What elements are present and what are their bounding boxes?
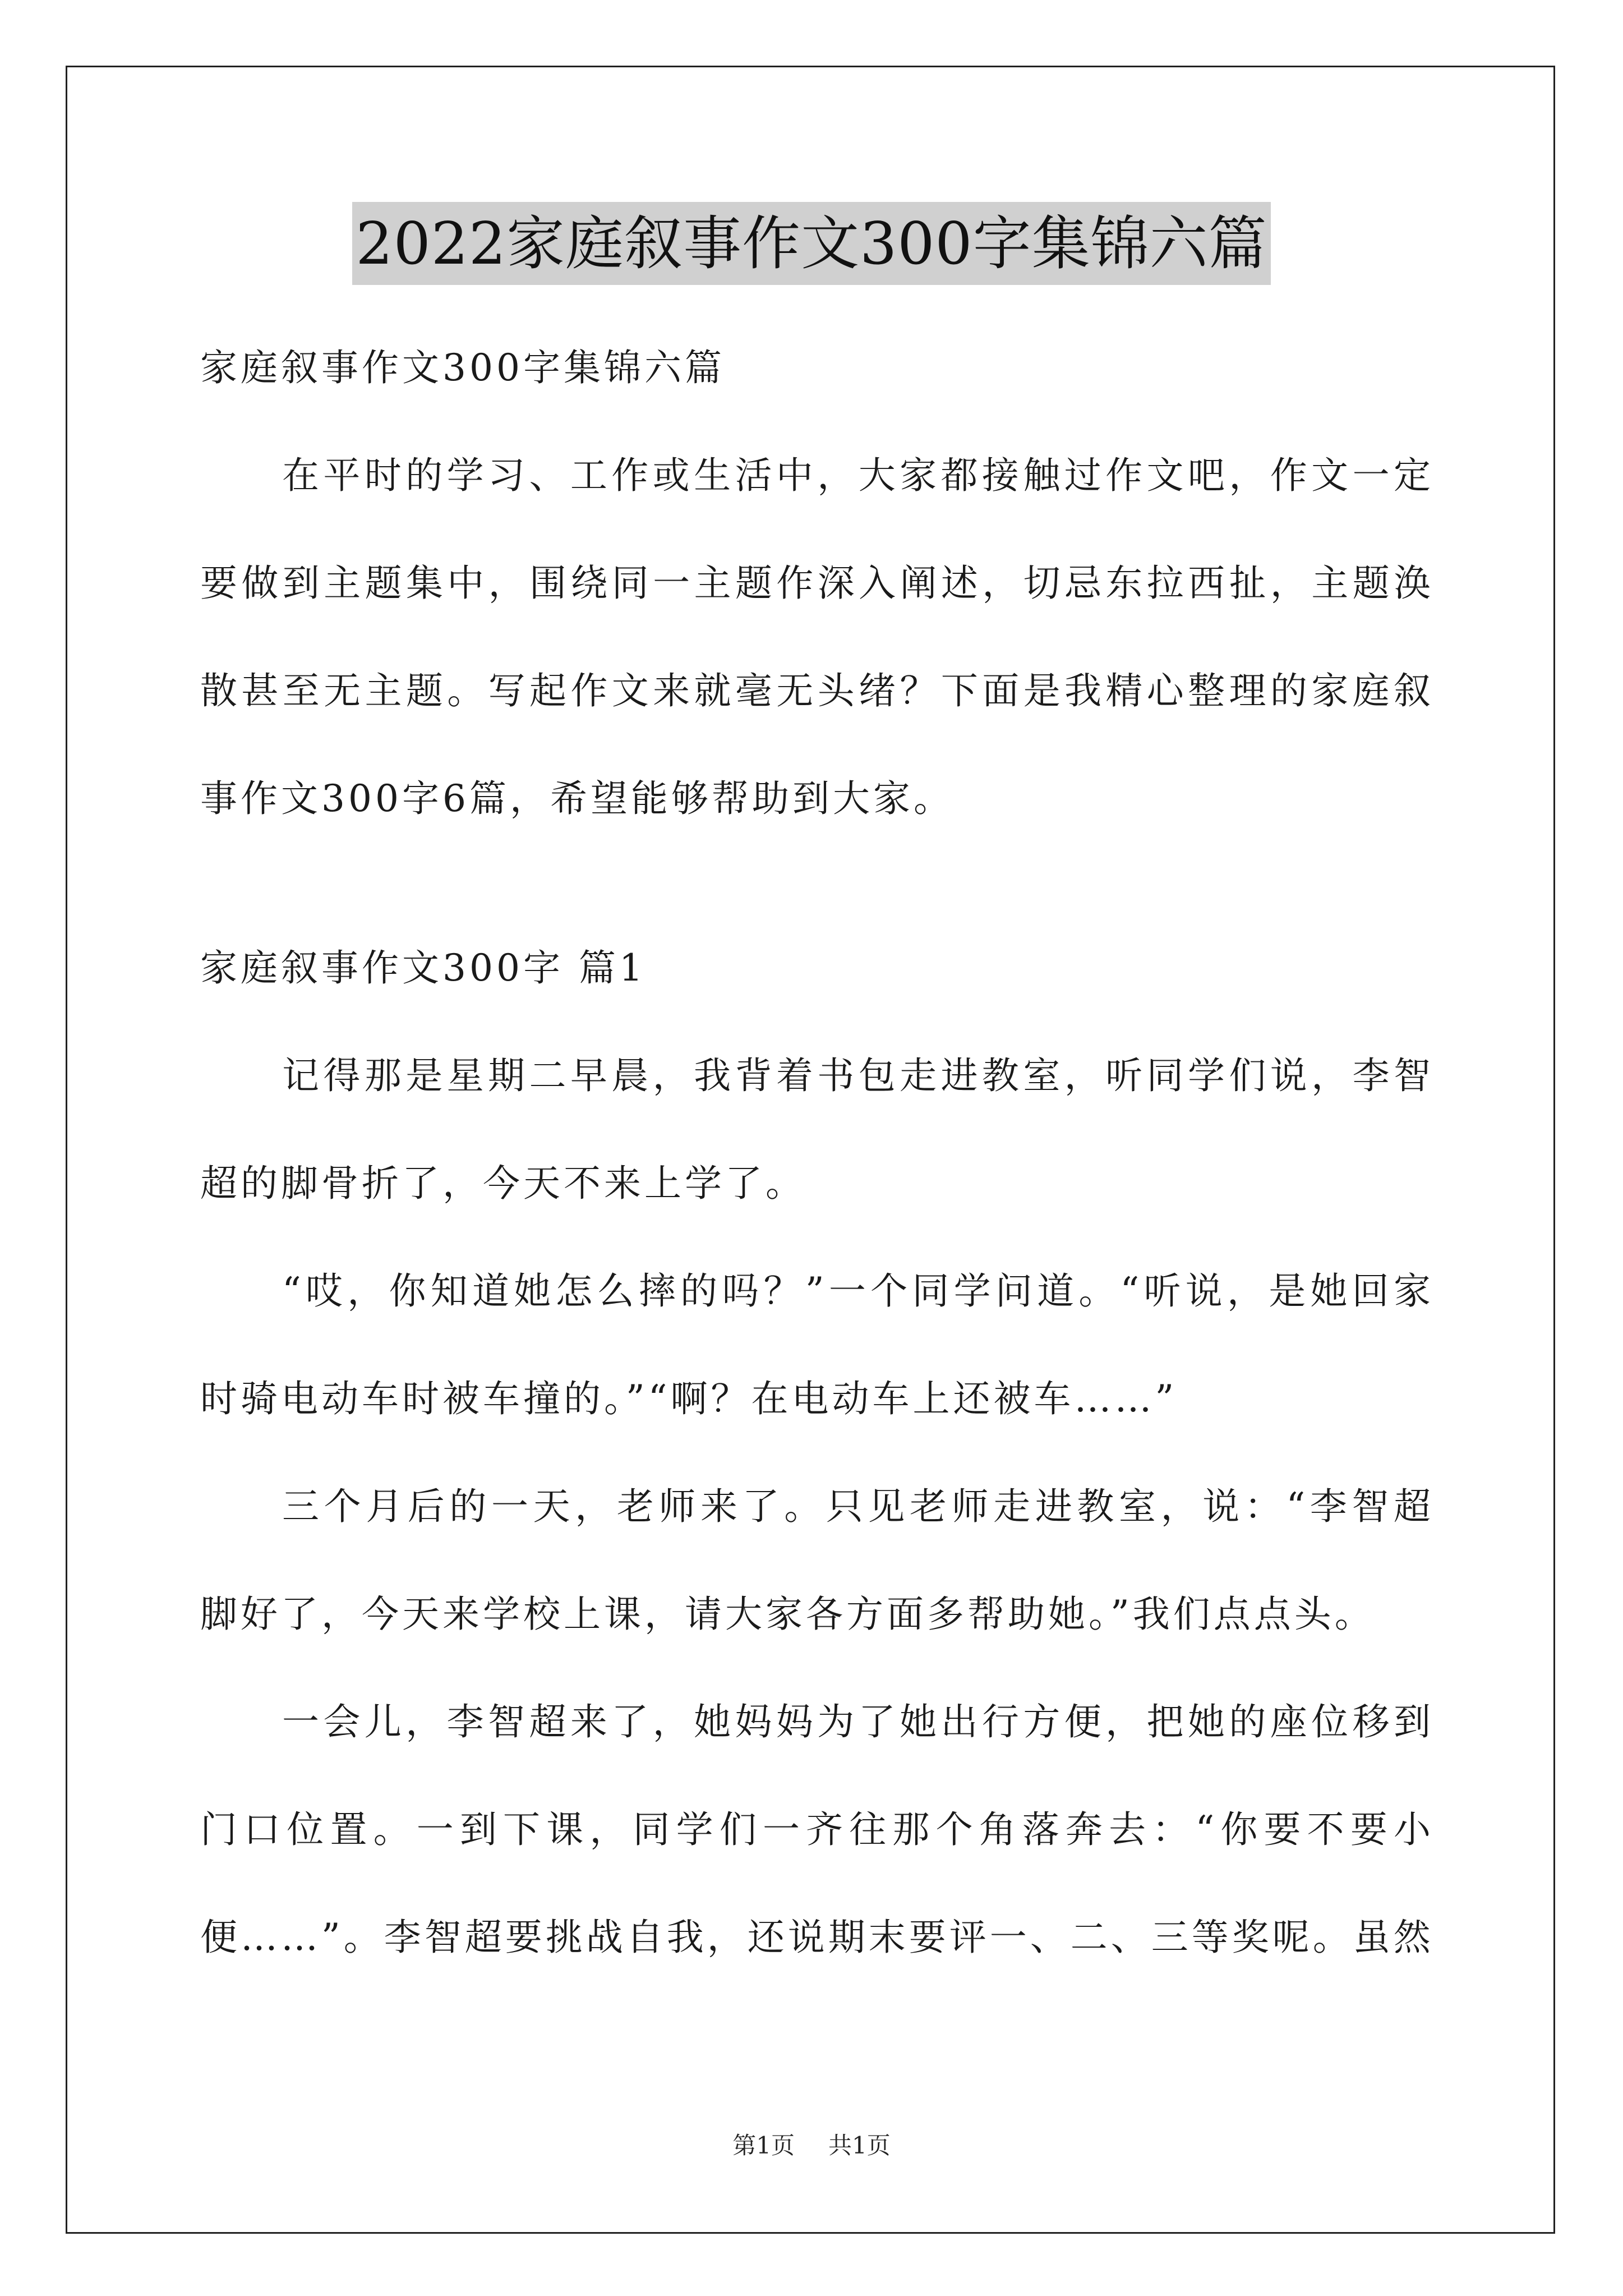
body-paragraph: 三个月后的一天，老师来了。只见老师走进教室，说：“李智超脚好了，今天来学校上课，请大家各方面多帮助她。”我们点点头。 bbox=[200, 1485, 1434, 1636]
title-container bbox=[0, 202, 1623, 285]
page-footer bbox=[0, 2129, 1623, 2162]
section-heading-1: 家庭叙事作文300字 篇1 bbox=[200, 946, 646, 990]
page-total: 共1页 bbox=[828, 2132, 891, 2159]
body-paragraph: 一会儿，李智超来了，她妈妈为了她出行方便，把她的座位移到门口位置。一到下课，同学们一齐往那个角落奔去：“你要不要小便……”。李智超要挑战自我，还说期末要评一、二、三等奖呢。虽然 bbox=[200, 1700, 1434, 1959]
body-paragraph: 记得那是星期二早晨，我背着书包走进教室，听同学们说，李智超的脚骨折了，今天不来上学了。 bbox=[200, 1054, 1434, 1205]
subtitle-heading: 家庭叙事作文300字集锦六篇 bbox=[200, 346, 725, 389]
page-number: 第1页 bbox=[732, 2132, 795, 2159]
document-body bbox=[200, 314, 1434, 1991]
document-title: 2022家庭叙事作文300字集锦六篇 bbox=[352, 202, 1270, 285]
body-paragraph: “哎，你知道她怎么摔的吗？”一个同学问道。“听说，是她回家时骑电动车时被车撞的。”“啊？在电动车上还被车……” bbox=[200, 1269, 1434, 1420]
intro-paragraph: 在平时的学习、工作或生活中，大家都接触过作文吧，作文一定要做到主题集中，围绕同一主题作深入阐述，切忌东拉西扯，主题涣散甚至无主题。写起作文来就毫无头绪？下面是我精心整理的家庭叙事作文300字6篇，希望能够帮助到大家。 bbox=[200, 454, 1434, 820]
